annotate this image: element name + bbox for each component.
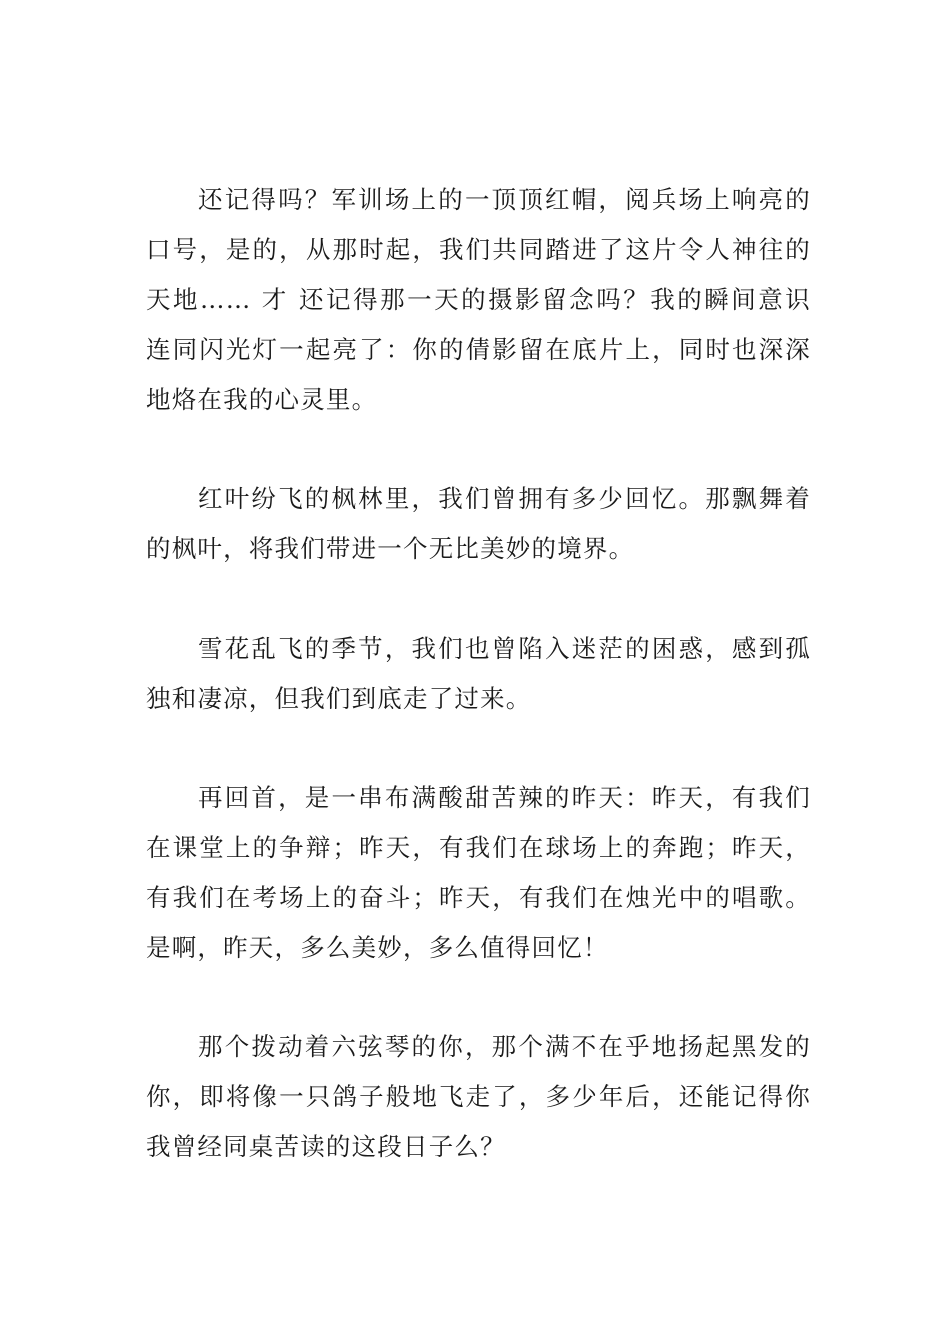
paragraph-line: 独和凄凉，但我们到底走了过来。 — [146, 684, 532, 713]
paragraph-line: 我曾经同桌苦读的这段日子么？ — [146, 1132, 506, 1161]
paragraph-line: 红叶纷飞的枫林里，我们曾拥有多少回忆。那飘舞着 — [198, 484, 811, 513]
paragraph-3 — [146, 624, 811, 724]
paragraph-line: 地烙在我的心灵里。 — [146, 385, 378, 414]
paragraph-line: 天地…… 才 还记得那一天的摄影留念吗？我的瞬间意识 — [146, 285, 811, 314]
paragraph-2 — [146, 474, 811, 574]
paragraph-line: 在课堂上的争辩；昨天，有我们在球场上的奔跑；昨天， — [146, 833, 811, 862]
paragraph-5 — [146, 1022, 811, 1172]
paragraph-line: 口号，是的，从那时起，我们共同踏进了这片令人神往的 — [146, 235, 811, 264]
paragraph-4 — [146, 773, 811, 973]
paragraph-line: 那个拨动着六弦琴的你，那个满不在乎地扬起黑发的 — [198, 1032, 811, 1061]
paragraph-line: 再回首，是一串布满酸甜苦辣的昨天：昨天，有我们 — [198, 783, 811, 812]
paragraph-line: 是啊，昨天，多么美妙，多么值得回忆！ — [146, 933, 609, 962]
paragraph-line: 还记得吗？军训场上的一顶顶红帽，阅兵场上响亮的 — [198, 185, 811, 214]
paragraph-line: 雪花乱飞的季节，我们也曾陷入迷茫的困惑，感到孤 — [198, 634, 811, 663]
paragraph-line: 你，即将像一只鸽子般地飞走了，多少年后，还能记得你 — [146, 1082, 811, 1111]
paragraph-line: 连同闪光灯一起亮了：你的倩影留在底片上，同时也深深 — [146, 335, 811, 364]
paragraph-line: 有我们在考场上的奋斗；昨天，有我们在烛光中的唱歌。 — [146, 883, 811, 912]
paragraph-1 — [146, 175, 811, 425]
paragraph-line: 的枫叶，将我们带进一个无比美妙的境界。 — [146, 534, 635, 563]
